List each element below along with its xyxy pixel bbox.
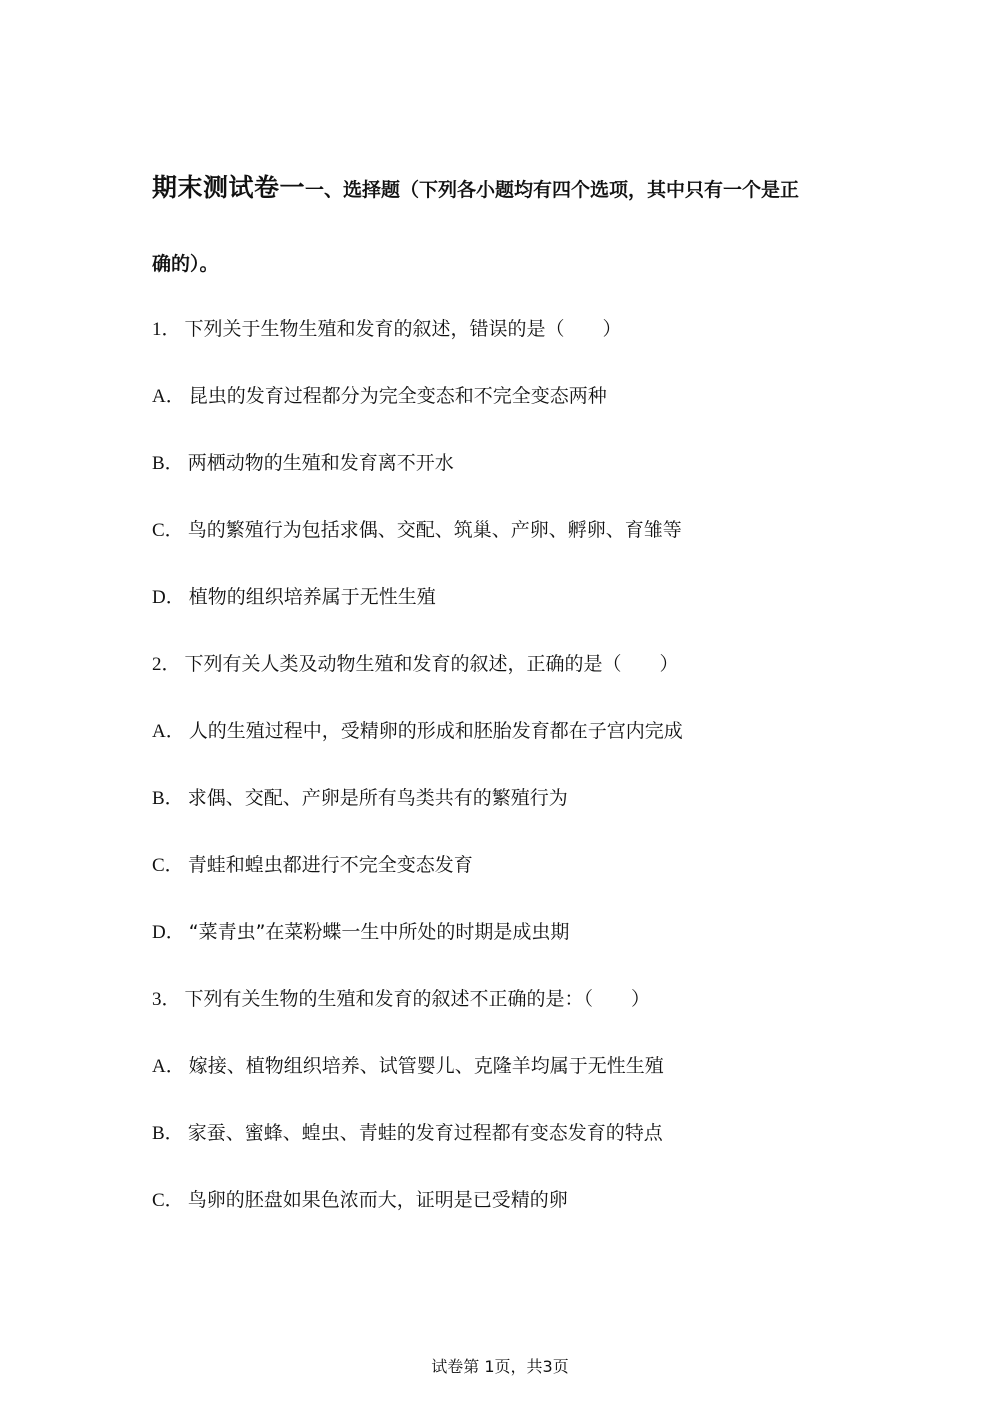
question-2-option-a: [152, 716, 683, 746]
question-2-option-b: [152, 783, 568, 813]
option-label: C．: [152, 520, 184, 541]
page-footer: 试卷第 1页，共3页: [431, 1357, 569, 1376]
question-3-stem: [152, 984, 650, 1014]
question-3-option-c: [152, 1185, 568, 1215]
option-text: 求偶、交配、产卵是所有鸟类共有的繁殖行为: [187, 787, 568, 809]
option-label: A．: [152, 386, 185, 407]
option-label: A．: [152, 721, 185, 742]
option-text: “菜青虫”在菜粉蝶一生中所处的时期是成虫期: [188, 921, 570, 943]
question-number: 2．: [152, 654, 181, 675]
question-3-option-b: [152, 1118, 663, 1148]
question-text: 下列有关人类及动物生殖和发育的叙述，正确的是（ ）: [184, 653, 679, 675]
option-label: D．: [152, 587, 185, 608]
question-2-option-d: [152, 917, 569, 947]
option-label: B．: [152, 453, 184, 474]
section-heading: [152, 168, 852, 208]
section-instruction-line1: 一、选择题（下列各小题均有四个选项，其中只有一个是正: [305, 179, 800, 201]
option-text: 人的生殖过程中，受精卵的形成和胚胎发育都在子宫内完成: [188, 720, 683, 742]
option-text: 鸟卵的胚盘如果色浓而大，证明是已受精的卵: [187, 1189, 568, 1211]
option-text: 植物的组织培养属于无性生殖: [188, 586, 436, 608]
question-1-stem: [152, 314, 622, 344]
option-label: D．: [152, 922, 185, 943]
question-1-option-b: [152, 448, 454, 478]
section-instruction-line2: 确的）。: [152, 253, 219, 275]
question-1-option-c: [152, 515, 682, 545]
exam-title: 期末测试卷一: [152, 173, 306, 202]
option-text: 两栖动物的生殖和发育离不开水: [187, 452, 454, 474]
question-number: 3．: [152, 989, 181, 1010]
question-1-option-d: [152, 582, 436, 612]
option-label: B．: [152, 1123, 184, 1144]
question-1-option-a: [152, 381, 607, 411]
option-text: 昆虫的发育过程都分为完全变态和不完全变态两种: [188, 385, 607, 407]
question-2-option-c: [152, 850, 473, 880]
option-label: A．: [152, 1056, 185, 1077]
option-label: C．: [152, 1190, 184, 1211]
option-text: 嫁接、植物组织培养、试管婴儿、克隆羊均属于无性生殖: [188, 1055, 664, 1077]
option-text: 青蛙和蝗虫都进行不完全变态发育: [187, 854, 473, 876]
question-3-option-a: [152, 1051, 664, 1081]
option-label: B．: [152, 788, 184, 809]
option-text: 家蚕、蜜蜂、蝗虫、青蛙的发育过程都有变态发育的特点: [187, 1122, 663, 1144]
question-text: 下列有关生物的生殖和发育的叙述不正确的是：（ ）: [184, 988, 651, 1010]
question-2-stem: [152, 649, 679, 679]
option-text: 鸟的繁殖行为包括求偶、交配、筑巢、产卵、孵卵、育雏等: [187, 519, 682, 541]
question-text: 下列关于生物生殖和发育的叙述，错误的是（ ）: [184, 318, 622, 340]
option-label: C．: [152, 855, 184, 876]
question-number: 1．: [152, 319, 181, 340]
